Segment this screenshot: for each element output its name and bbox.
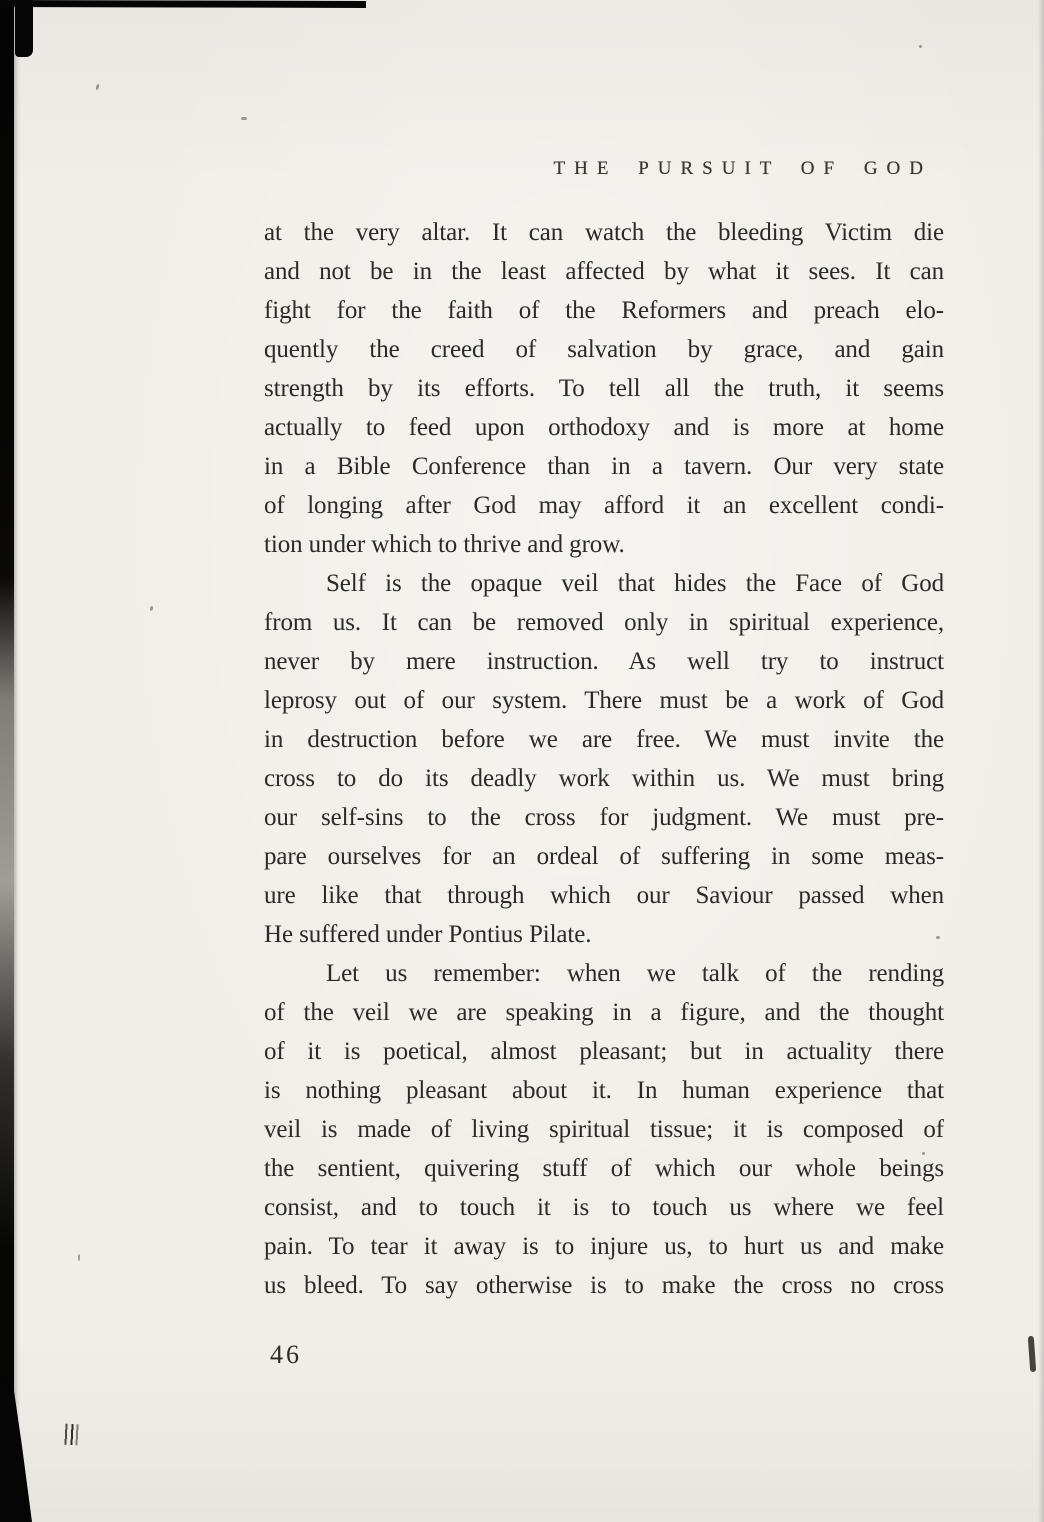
paper-speck [150,606,154,612]
scan-artifact-top-corner [15,0,33,57]
text-line: veil is made of living spiritual tissue; it is composed of [264,1116,944,1143]
text-line: never by mere instruction. As well try to instruct [264,648,944,675]
scan-artifact-binding-edge [0,0,14,1522]
paper-speck [919,45,922,48]
text-line: in a Bible Conference than in a tavern. Our very state [264,453,944,480]
text-line: in destruction before we are free. We must invite the [264,726,944,753]
text-line: from us. It can be removed only in spiritual experience, [264,609,944,636]
text-line: and not be in the least affected by what it sees. It can [264,258,944,285]
text-line: our self-sins to the cross for judgment. We must pre- [264,804,944,831]
text-line: us bleed. To say otherwise is to make the cross no cross [264,1272,944,1299]
text-line: Let us remember: when we talk of the rending [326,960,944,987]
text-line: is nothing pleasant about it. In human experience that [264,1077,944,1104]
text-line: He suffered under Pontius Pilate. [264,921,592,948]
text-line: leprosy out of our system. There must be a work of God [264,687,944,714]
text-line: ure like that through which our Saviour passed when [264,882,944,909]
scan-artifact-pen-mark [61,1424,81,1446]
paper-speck [936,936,940,939]
scan-artifact-bottom-corner [0,1384,44,1522]
text-line: Self is the opaque veil that hides the Face of God [326,570,944,597]
paper-speck [78,1254,80,1261]
body-text [264,213,944,1305]
scan-artifact-right-shadow [1038,0,1044,1522]
running-header: THE PURSUIT OF GOD [553,158,932,179]
text-line: strength by its efforts. To tell all the truth, it seems [264,375,944,402]
text-line: of the veil we are speaking in a figure, and the thought [264,999,944,1026]
text-line: of it is poetical, almost pleasant; but in actuality there [264,1038,944,1065]
paper-speck [922,1152,925,1155]
text-line: fight for the faith of the Reformers and preach elo- [264,297,944,324]
page-number: 46 [270,1340,302,1369]
scan-artifact-top-line [0,0,366,8]
text-line: consist, and to touch it is to touch us where we feel [264,1194,944,1221]
text-line: pare ourselves for an ordeal of suffering in some meas- [264,843,944,870]
text-line: pain. To tear it away is to injure us, to hurt us and make [264,1233,944,1260]
text-line: actually to feed upon orthodoxy and is more at home [264,414,944,441]
text-line: at the very altar. It can watch the bleeding Victim die [264,219,944,246]
text-line: quently the creed of salvation by grace, and gain [264,336,944,363]
paper-speck [241,117,247,120]
text-line: cross to do its deadly work within us. We must bring [264,765,944,792]
text-line: of longing after God may afford it an excellent condi- [264,492,944,519]
text-line: tion under which to thrive and grow. [264,531,625,558]
text-line: the sentient, quivering stuff of which our whole beings [264,1155,944,1182]
paper-speck [95,84,100,91]
scan-artifact-right-mark [1028,1336,1036,1372]
